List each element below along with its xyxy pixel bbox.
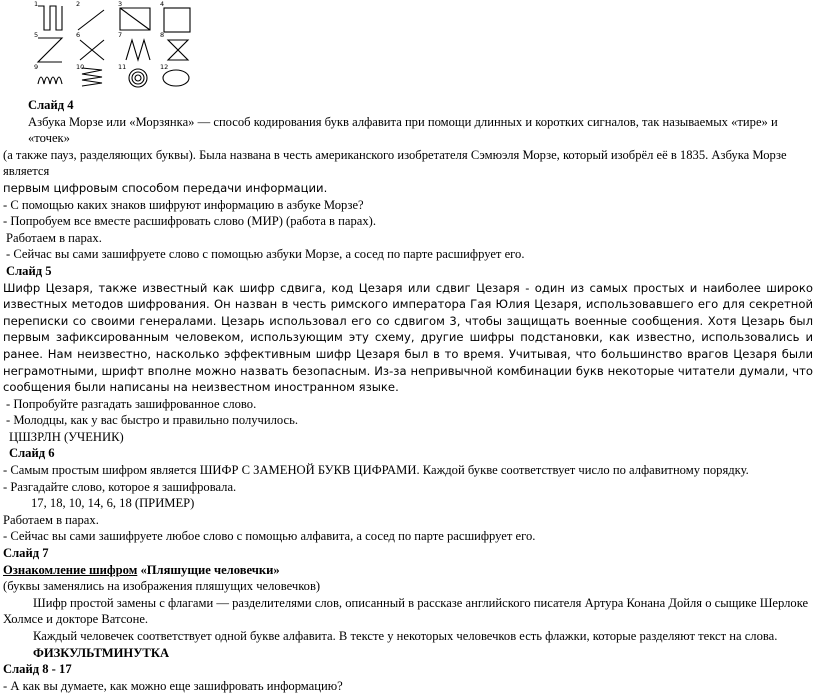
slide7-paragraph-2b: Холмсе и докторе Ватсоне. — [3, 612, 149, 627]
slide7-intro-underlined: Ознакомление шифром — [3, 562, 138, 577]
slide8-question-1: - А как вы думаете, как можно еще зашифровать информацию? — [3, 678, 343, 693]
slide7-heading: Слайд 7 — [3, 546, 49, 561]
slide6-code: 17, 18, 10, 14, 6, 18 (ПРИМЕР) — [31, 496, 195, 511]
label-6: 6 — [76, 31, 81, 39]
label-9: 9 — [34, 63, 39, 71]
label-4: 4 — [160, 0, 165, 8]
shape-11-circle-c — [135, 75, 141, 81]
slide6-paragraph-4: - Сейчас вы сами зашифруете любое слово с помощью алфавита, а сосед по парте расшифрует его. — [3, 529, 536, 544]
slide7-paragraph-3: Каждый человечек соответствует одной букве алфавита. В тексте у некоторых человечков есть флажки, которые разделяют текст на слова. — [33, 629, 778, 643]
fizkultminutka: ФИЗКУЛЬТМИНУТКА — [33, 645, 170, 660]
label-2: 2 — [76, 0, 81, 8]
slide4-question-1: - С помощью каких знаков шифруют информацию в азбуке Морзе? — [3, 197, 364, 212]
shape-6-path — [80, 40, 104, 60]
shape-2-path — [78, 10, 104, 30]
shape-7-path — [126, 40, 150, 60]
slide7-paragraph-1: (буквы заменялись на изображения пляшущих человечков) — [3, 579, 321, 594]
slide4-question-4: - Сейчас вы сами зашифруете слово с помощью азбуки Морзе, а сосед по парте расшифрует его. — [6, 247, 525, 262]
slide5-heading: Слайд 5 — [6, 263, 52, 278]
shape-9-path — [38, 77, 62, 84]
shape-10-path — [82, 68, 102, 86]
slide5-paragraph: Шифр Цезаря, также известный как шифр сдвига, код Цезаря или сдвиг Цезаря - один из самых простых и наиболее широко известных методов шифрования. Он назван в честь римского императора Гая Юлия Цезаря, использовавшего его для секретной переписки со своими генералами. Цезарь использовал его со сдвигом 3, чтобы защищать военные сообщения. Хотя Цезарь был первым зафиксированным человеком, использующим эту схему, другие шифры подстановки, как известно, использовались и ранее. Нам неизвестно, насколько эффективным шифр Цезаря был в то время. Учитывая, что большинство врагов Цезаря были неграмотными, шрифт вполне можно назвать безопасным. Из-за непривычной комбинации букв некоторые читатели думали, что сообщения были написаны на неизвестном иностранном языке. — [3, 280, 813, 395]
shape-11-circle-b — [132, 72, 144, 84]
label-1: 1 — [34, 0, 39, 8]
slide7-intro-rest: «Пляшущие человечки» — [137, 562, 280, 577]
slide4-paragraph-1b: (а также пауз, разделяющих буквы). Была названа в честь американского изобретателя Сэмюэля Морзе, который изобрёл её в 1835. Азбука Морзе является — [3, 147, 787, 179]
shape-4-rect — [164, 8, 190, 32]
slide8-heading: Слайд 8 - 17 — [3, 662, 72, 677]
shapes-figure — [30, 0, 202, 92]
slide7-paragraph-2: Шифр простой замены с флагами — разделителями слов, описанный в рассказе английского писателя Артура Конана Дойля о сыщике Шерлоке — [33, 595, 809, 610]
label-7: 7 — [118, 31, 123, 39]
slide5-question-1: - Попробуйте разгадать зашифрованное слово. — [6, 396, 257, 411]
shape-5-path — [38, 38, 62, 62]
shape-8-path — [168, 40, 188, 60]
shapes-diagram — [30, 0, 202, 92]
document-body — [3, 97, 813, 694]
slide4-question-2: - Попробуем все вместе расшифровать слово (МИР) (работа в парах). — [3, 214, 377, 229]
slide6-paragraph-2: - Разгадайте слово, которое я зашифровала. — [3, 479, 237, 494]
label-8: 8 — [160, 31, 165, 39]
slide6-paragraph-1: - Самым простым шифром является ШИФР С ЗАМЕНОЙ БУКВ ЦИФРАМИ. Каждой букве соответствует число по алфавитному порядку. — [3, 463, 749, 478]
slide4-paragraph-1: Азбука Морзе или «Морзянка» — способ кодирования букв алфавита при помощи длинных и коротких сигналов, так называемых «тире» и «точек» — [28, 114, 778, 146]
label-11: 11 — [118, 63, 127, 71]
slide6-paragraph-3: Работаем в парах. — [3, 512, 99, 527]
slide5-code: ЦШЗРЛН (УЧЕНИК) — [9, 429, 124, 444]
slide4-paragraph-1c: первым цифровым способом передачи информации. — [3, 180, 328, 195]
label-10: 10 — [76, 63, 85, 71]
label-3: 3 — [118, 0, 123, 8]
slide5-question-2: - Молодцы, как у вас быстро и правильно получилось. — [6, 413, 298, 428]
shape-12-ellipse — [163, 70, 189, 86]
slide4-question-3: Работаем в парах. — [6, 230, 102, 245]
shape-3-path — [120, 8, 150, 30]
slide4-heading: Слайд 4 — [28, 98, 74, 112]
label-12: 12 — [160, 63, 169, 71]
shape-1-path — [38, 6, 62, 30]
slide6-heading: Слайд 6 — [9, 446, 55, 461]
label-5: 5 — [34, 31, 39, 39]
